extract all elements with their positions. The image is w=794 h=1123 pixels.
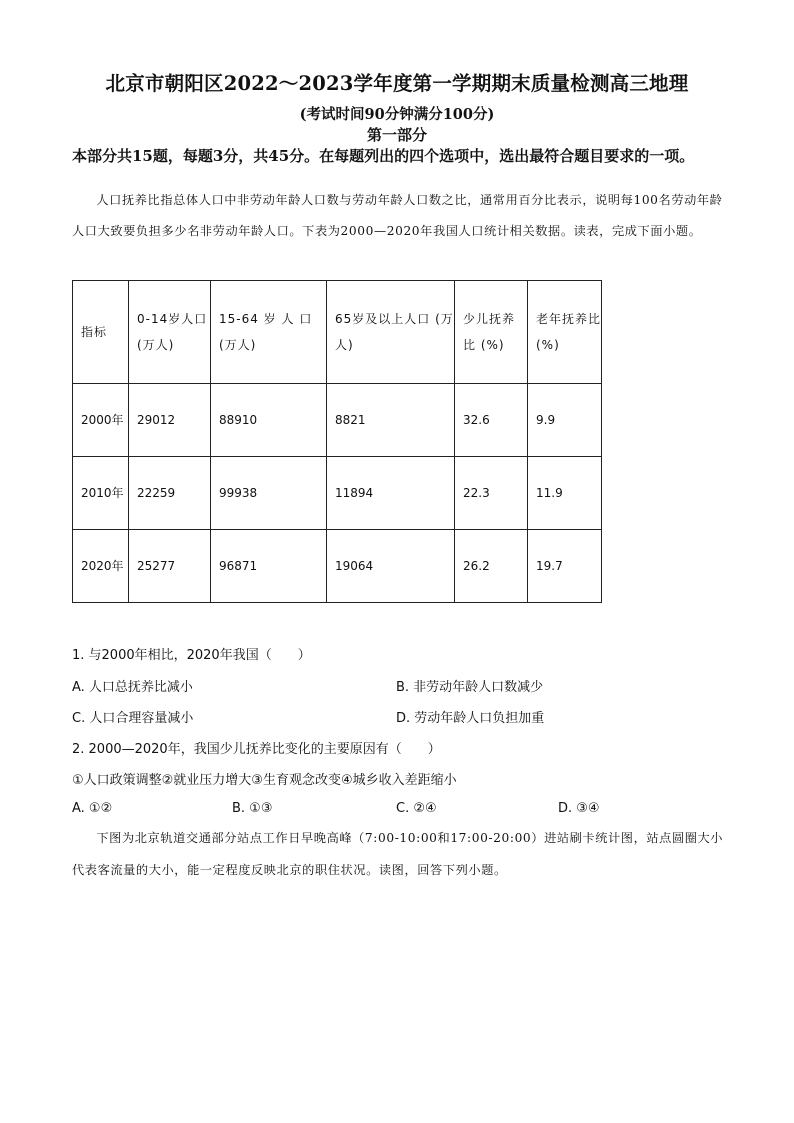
table-header-row — [73, 281, 602, 384]
table-header-cell: 0-14岁人口(万人) — [129, 281, 211, 384]
section-instruction: 本部分共15题，每题3分，共45分。在每题列出的四个选项中，选出最符合题目要求的一项。 — [72, 147, 695, 165]
question-2-stem: 2. 2000—2020年，我国少儿抚养比变化的主要原因有（ ） — [72, 742, 441, 757]
population-table — [72, 280, 602, 603]
table-cell-year: 2020年 — [73, 530, 129, 603]
question-1-option-a[interactable]: A. 人口总抚养比减小 — [72, 680, 193, 695]
question-1-option-b[interactable]: B. 非劳动年龄人口数减少 — [396, 680, 544, 695]
table-cell: 22259 — [129, 457, 211, 530]
question-2-statements: ①人口政策调整②就业压力增大③生育观念改变④城乡收入差距缩小 — [72, 773, 457, 788]
table-cell: 99938 — [211, 457, 327, 530]
question-2-option-d[interactable]: D. ③④ — [558, 801, 600, 816]
table-header-cell: 15-64 岁 人 口 (万人) — [211, 281, 327, 384]
table-cell: 19.7 — [528, 530, 602, 603]
table-cell-year: 2010年 — [73, 457, 129, 530]
table-header-cell: 指标 — [73, 281, 129, 384]
table-cell: 11894 — [327, 457, 455, 530]
table-cell: 32.6 — [455, 384, 528, 457]
exam-title: 北京市朝阳区2022～2023学年度第一学期期末质量检测高三地理 — [105, 72, 689, 95]
table-row — [73, 530, 602, 603]
table-cell: 96871 — [211, 530, 327, 603]
part-heading: 第一部分 — [366, 126, 427, 144]
table-cell-year: 2000年 — [73, 384, 129, 457]
table-cell: 11.9 — [528, 457, 602, 530]
table-cell: 88910 — [211, 384, 327, 457]
question-1-option-c[interactable]: C. 人口合理容量减小 — [72, 711, 194, 726]
table-cell: 26.2 — [455, 530, 528, 603]
question-1-stem: 1. 与2000年相比，2020年我国（ ） — [72, 648, 311, 663]
table-row — [73, 457, 602, 530]
table-cell: 9.9 — [528, 384, 602, 457]
question-1-option-d[interactable]: D. 劳动年龄人口负担加重 — [396, 711, 545, 726]
table-row — [73, 384, 602, 457]
closing-paragraph: 下图为北京轨道交通部分站点工作日早晚高峰（7:00-10:00和17:00-20:00）进站刷卡统计图，站点圆圈大小代表客流量的大小，能一定程度反映北京的职住状况。读图，回答下列小题。 — [72, 831, 724, 877]
question-2-option-b[interactable]: B. ①③ — [232, 801, 273, 816]
table-cell: 29012 — [129, 384, 211, 457]
exam-subtitle: (考试时间90分钟满分100分) — [299, 106, 495, 123]
table-header-cell: 老年抚养比 (%) — [528, 281, 602, 384]
table-cell: 25277 — [129, 530, 211, 603]
intro-paragraph: 人口抚养比指总体人口中非劳动年龄人口数与劳动年龄人口数之比，通常用百分比表示，说明每100名劳动年龄人口大致要负担多少名非劳动年龄人口。下表为2000—2020年我国人口统计相关数据。读表，完成下面小题。 — [72, 193, 723, 238]
table-cell: 22.3 — [455, 457, 528, 530]
question-2-option-c[interactable]: C. ②④ — [396, 801, 437, 816]
table-header-cell: 65岁及以上人口 (万人) — [327, 281, 455, 384]
table-cell: 8821 — [327, 384, 455, 457]
question-2-option-a[interactable]: A. ①② — [72, 801, 113, 816]
table-cell: 19064 — [327, 530, 455, 603]
table-header-cell: 少儿抚养比 (%) — [455, 281, 528, 384]
